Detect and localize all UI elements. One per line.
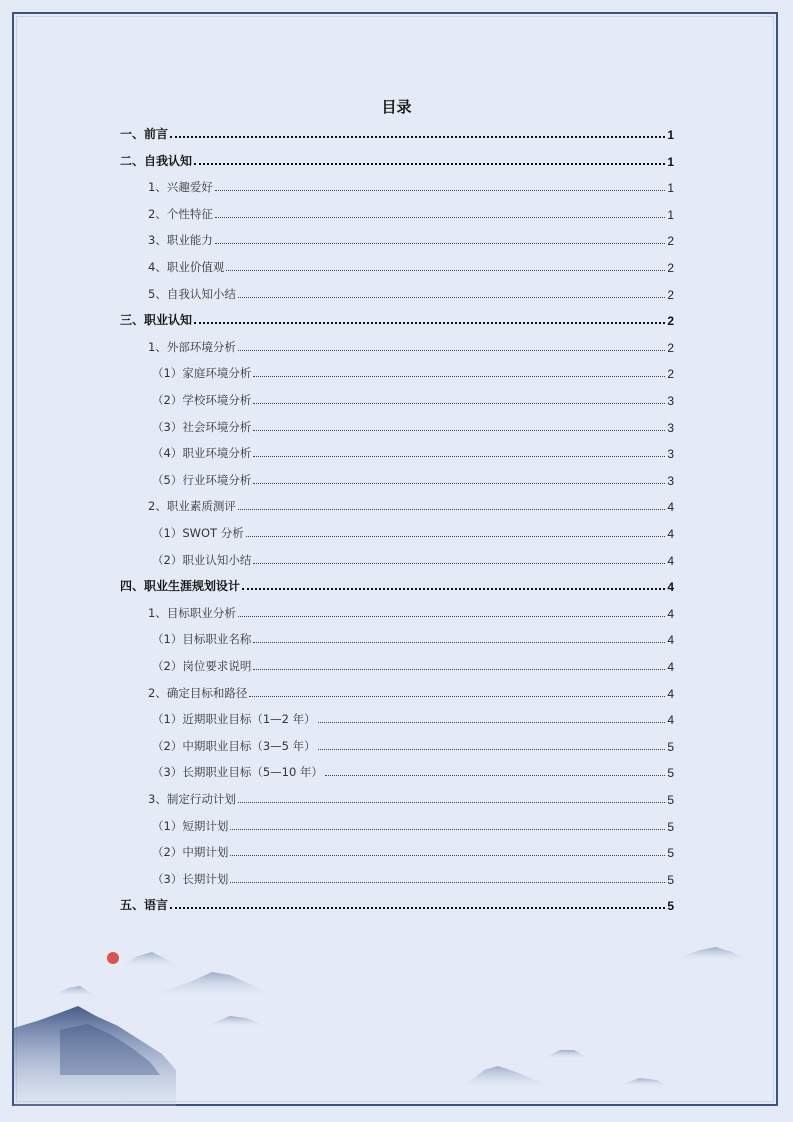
toc-entry-page: 4 xyxy=(667,527,674,541)
toc-entry[interactable] xyxy=(148,204,674,222)
toc-leader-dots xyxy=(238,350,665,351)
toc-entry-page: 2 xyxy=(667,314,674,329)
toc-leader-dots xyxy=(170,907,665,909)
toc-entry[interactable] xyxy=(152,656,674,674)
toc-entry[interactable] xyxy=(152,417,674,435)
toc-entry-page: 5 xyxy=(667,819,674,834)
toc-entry[interactable] xyxy=(148,496,674,514)
toc-entry-label: （2）中期职业目标（3—5 年） xyxy=(152,738,316,753)
toc-entry-label: （1）SWOT 分析 xyxy=(152,526,244,540)
toc-entry-page: 1 xyxy=(667,181,674,196)
toc-entry[interactable] xyxy=(152,709,674,727)
toc-entry-label: 四、职业生涯规划设计 xyxy=(120,579,241,594)
toc-entry-page: 5 xyxy=(667,793,674,807)
toc-entry-label: （5）行业环境分析 xyxy=(152,472,252,487)
toc-entry-page: 2 xyxy=(667,367,674,382)
toc-entry-page: 1 xyxy=(667,128,674,142)
toc-leader-dots xyxy=(215,217,665,218)
toc-leader-dots xyxy=(253,456,665,457)
toc-leader-dots xyxy=(238,297,665,298)
toc-entry[interactable] xyxy=(152,550,674,568)
toc-entry-label: （2）学校环境分析 xyxy=(152,393,252,407)
toc-entry-label: （3）长期计划 xyxy=(152,871,229,886)
toc-title: 目录 xyxy=(381,98,412,116)
toc-leader-dots xyxy=(318,749,666,750)
toc-entry[interactable] xyxy=(152,816,674,834)
mountain-back-left xyxy=(120,952,176,966)
toc-entry-label: （1）短期计划 xyxy=(152,818,229,833)
toc-entry-label: （2）岗位要求说明 xyxy=(152,659,252,673)
toc-entry-page: 5 xyxy=(667,899,674,914)
toc-leader-dots xyxy=(194,322,665,324)
toc-entry-label: 3、制定行动计划 xyxy=(148,792,236,806)
toc-leader-dots xyxy=(238,802,665,803)
toc-leader-dots xyxy=(253,483,665,484)
mountain-mid-left xyxy=(150,972,272,995)
toc-entry-label: （2）职业认知小结 xyxy=(152,552,252,567)
toc-entry-label: 3、职业能力 xyxy=(148,233,213,248)
toc-entry[interactable] xyxy=(148,284,674,302)
toc-leader-dots xyxy=(230,882,665,883)
mountain-far-right xyxy=(622,1078,670,1086)
toc-leader-dots xyxy=(253,563,665,564)
toc-entry[interactable] xyxy=(152,629,674,647)
toc-entry[interactable] xyxy=(120,151,674,169)
toc-entry[interactable] xyxy=(148,257,674,275)
toc-leader-dots xyxy=(215,243,665,244)
mountain-right-bottom xyxy=(464,1066,560,1088)
toc-entry-label: 2、个性特征 xyxy=(148,206,213,221)
toc-entry-label: 5、自我认知小结 xyxy=(148,286,236,301)
red-sun-icon xyxy=(107,952,119,964)
mountain-right-small xyxy=(544,1050,588,1058)
toc-entry-page: 3 xyxy=(667,420,674,435)
toc-entry[interactable] xyxy=(120,310,674,328)
toc-entry-page: 1 xyxy=(667,207,674,222)
toc-entry-page: 4 xyxy=(667,606,674,621)
toc-leader-dots xyxy=(246,536,666,537)
toc-entry[interactable] xyxy=(120,576,674,594)
toc-entry-label: 三、职业认知 xyxy=(120,313,193,328)
toc-entry-page: 3 xyxy=(667,473,674,488)
toc-entry-page: 5 xyxy=(667,872,674,887)
mountain-right-top xyxy=(678,947,748,960)
toc-leader-dots xyxy=(253,376,665,377)
toc-entry-page: 4 xyxy=(667,660,674,674)
toc-entry[interactable] xyxy=(152,736,674,754)
toc-leader-dots xyxy=(238,509,665,510)
toc-entry-page: 2 xyxy=(667,287,674,302)
toc-entry-label: （1）家庭环境分析 xyxy=(152,366,252,381)
toc-entry-page: 5 xyxy=(667,766,674,781)
toc-entry-label: 1、兴趣爱好 xyxy=(148,180,213,195)
toc-entry-page: 2 xyxy=(667,261,674,275)
toc-entry-page: 3 xyxy=(667,447,674,462)
toc-leader-dots xyxy=(249,696,665,697)
toc-entry[interactable] xyxy=(148,230,674,248)
toc-entry-page: 5 xyxy=(667,739,674,754)
toc-entry-label: （3）社会环境分析 xyxy=(152,419,252,434)
toc-entry-page: 4 xyxy=(667,580,674,595)
toc-entry-page: 2 xyxy=(667,234,674,249)
toc-entry[interactable] xyxy=(120,895,674,913)
toc-leader-dots xyxy=(253,403,665,404)
toc-entry[interactable] xyxy=(152,363,674,381)
toc-entry[interactable] xyxy=(148,603,674,621)
toc-leader-dots xyxy=(226,270,665,271)
toc-entry[interactable] xyxy=(152,842,674,860)
toc-entry-page: 5 xyxy=(667,846,674,861)
toc-entry[interactable] xyxy=(148,683,674,701)
mountain-small-left xyxy=(52,986,96,996)
toc-leader-dots xyxy=(230,855,665,856)
toc-entry-label: 五、语言 xyxy=(120,898,169,913)
toc-entry[interactable] xyxy=(120,124,674,142)
toc-leader-dots xyxy=(242,588,665,590)
mountain-haze xyxy=(206,1016,266,1026)
toc-entry-label: 4、职业价值观 xyxy=(148,260,225,274)
toc-leader-dots xyxy=(253,430,665,431)
toc-entry-page: 2 xyxy=(667,340,674,355)
toc-entry-page: 4 xyxy=(667,500,674,515)
toc-entry[interactable] xyxy=(152,523,674,541)
toc-entry[interactable] xyxy=(152,390,674,408)
toc-entry-page: 4 xyxy=(667,713,674,728)
toc-entry-label: （2）中期计划 xyxy=(152,845,229,860)
toc-entry-label: 1、外部环境分析 xyxy=(148,339,236,354)
toc-entry-label: 2、职业素质测评 xyxy=(148,499,236,514)
toc-entry-page: 1 xyxy=(667,154,674,169)
toc-entry[interactable] xyxy=(148,337,674,355)
toc-entry-page: 4 xyxy=(667,633,674,648)
toc-entry-label: 1、目标职业分析 xyxy=(148,605,236,620)
toc-entry-label: （1）近期职业目标（1—2 年） xyxy=(152,712,316,727)
toc-entry-label: （4）职业环境分析 xyxy=(152,446,252,461)
toc-entry[interactable] xyxy=(148,789,674,807)
toc-entry-label: 二、自我认知 xyxy=(120,153,193,168)
toc-leader-dots xyxy=(253,669,665,670)
toc-leader-dots xyxy=(238,616,665,617)
toc-entry[interactable] xyxy=(148,177,674,195)
toc-leader-dots xyxy=(215,190,665,191)
toc-leader-dots xyxy=(170,136,665,138)
toc-entry-page: 3 xyxy=(667,394,674,408)
toc-entry-page: 4 xyxy=(667,686,674,701)
toc-leader-dots xyxy=(194,163,665,165)
toc-entry-label: （3）长期职业目标（5—10 年） xyxy=(152,765,323,780)
toc-entry-label: （1）目标职业名称 xyxy=(152,632,252,647)
toc-entry[interactable] xyxy=(152,762,674,780)
toc-leader-dots xyxy=(318,722,666,723)
toc-entry[interactable] xyxy=(152,443,674,461)
toc-leader-dots xyxy=(253,642,665,643)
toc-entry-label: 一、前言 xyxy=(120,127,169,141)
toc-entry-page: 4 xyxy=(667,553,674,568)
toc-leader-dots xyxy=(325,775,665,776)
toc-entry-label: 2、确定目标和路径 xyxy=(148,685,248,700)
toc-entry[interactable] xyxy=(152,869,674,887)
toc-entry[interactable] xyxy=(152,470,674,488)
toc-leader-dots xyxy=(230,829,665,830)
